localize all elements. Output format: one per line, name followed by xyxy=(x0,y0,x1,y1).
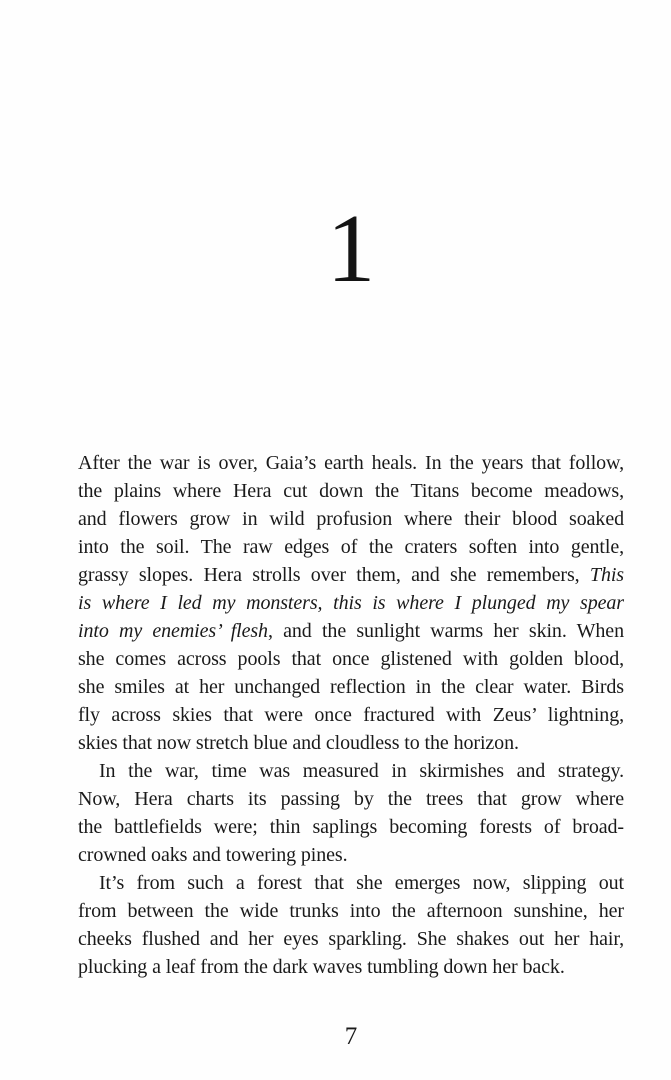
page-number: 7 xyxy=(344,1023,358,1050)
text-run: In the war, time was measured in skirmishes and strategy. xyxy=(99,760,624,782)
text-line xyxy=(78,645,624,673)
text-line xyxy=(78,925,624,953)
text-run: and flowers grow in wild profusion where their blood soaked xyxy=(78,508,624,530)
text-line xyxy=(78,785,624,813)
text-line xyxy=(78,449,624,477)
text-run: fly across skies that were once fractured with Zeus’ lightning, xyxy=(78,704,624,726)
text-line xyxy=(78,869,624,897)
text-line xyxy=(78,561,624,589)
text-line xyxy=(78,701,624,729)
text-line xyxy=(78,533,624,561)
text-line xyxy=(78,505,624,533)
text-line xyxy=(78,841,624,869)
text-line xyxy=(78,757,624,785)
text-run: cheeks flushed and her eyes sparkling. She shakes out her hair, xyxy=(78,928,624,950)
chapter-number: 1 xyxy=(326,195,376,302)
text-line xyxy=(78,897,624,925)
text-run: she comes across pools that once glistened with golden blood, xyxy=(78,648,624,670)
text-run: After the war is over, Gaia’s earth heals. In the years that follow, xyxy=(78,452,624,474)
text-run: she smiles at her unchanged reflection in the clear water. Birds xyxy=(78,676,624,698)
italic-text-run: is where I led my monsters, this is where I plunged my spear xyxy=(78,592,624,614)
text-line xyxy=(78,477,624,505)
text-run: Now, Hera charts its passing by the trees that grow where xyxy=(78,788,624,810)
paragraph xyxy=(78,449,624,757)
paragraph xyxy=(78,869,624,981)
text-line xyxy=(78,953,624,981)
text-line xyxy=(78,589,624,617)
text-run: from between the wide trunks into the afternoon sunshine, her xyxy=(78,900,624,922)
italic-text-run: into my enemies’ flesh xyxy=(78,620,268,642)
text-run: crowned oaks and towering pines. xyxy=(78,844,348,866)
text-line xyxy=(78,729,624,757)
text-run: skies that now stretch blue and cloudless to the horizon. xyxy=(78,732,519,754)
text-run: It’s from such a forest that she emerges now, slipping out xyxy=(99,872,624,894)
text-run: grassy slopes. Hera strolls over them, and she remembers, xyxy=(78,564,590,586)
paragraph xyxy=(78,757,624,869)
text-run: , and the sunlight warms her skin. When xyxy=(267,620,624,642)
text-line xyxy=(78,813,624,841)
italic-text-run: This xyxy=(589,564,624,586)
body-text xyxy=(78,449,624,981)
text-run: the battlefields were; thin saplings becoming forests of broad- xyxy=(78,816,624,838)
text-run: into the soil. The raw edges of the craters soften into gentle, xyxy=(78,536,624,558)
text-line xyxy=(78,617,624,645)
text-line xyxy=(78,673,624,701)
text-run: plucking a leaf from the dark waves tumbling down her back. xyxy=(78,956,565,978)
text-run: the plains where Hera cut down the Titans become meadows, xyxy=(78,480,624,502)
